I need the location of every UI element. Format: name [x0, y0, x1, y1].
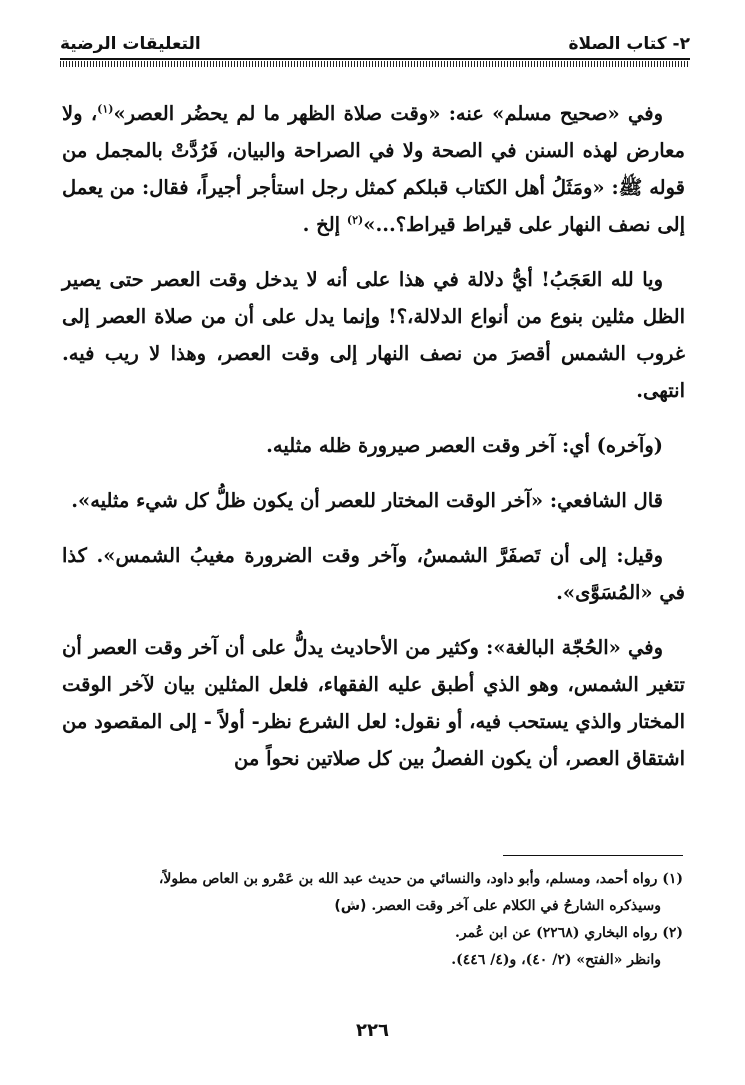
main-text — [62, 95, 685, 795]
paragraph: وقيل: إلى أن تَصفَرَّ الشمسُ، وآخر وقت الضرورة مغيبُ الشمس». كذا في «المُسَوَّى». — [62, 544, 685, 604]
paragraph: قال الشافعي: «آخر الوقت المختار للعصر أن يكون ظلُّ كل شيء مثليه». — [71, 489, 663, 512]
running-header — [60, 28, 690, 54]
footnote-ref[interactable]: (٢) — [346, 213, 364, 227]
paragraph: (وآخره) أي: آخر وقت العصر صيرورة ظله مثليه. — [266, 434, 663, 457]
commentator-mark: (ش) — [334, 898, 367, 914]
paragraph: وفي «صحيح مسلم» عنه: «وقت صلاة الظهر ما لم يحضُر العصر»$^{(١)}$، ولا معارض لهذه السنن في الصحة ولا في الصراحة والبيان، فَرُدَّتْ بالمجمل من قوله ﷺ: «ومَثَلُ أهل الكتاب قبلكم كمثل رجل استأجر أجيراً، فقال: من يعمل إلى نصف النهار على قيراط قيراط؟...»$^{(٢)}$ إلخ . — [62, 102, 685, 236]
footnote-2-continuation: وانظر «الفتح» (٢/ ٤٠)، و(٤/ ٤٤٦). — [451, 952, 661, 968]
chapter-title: ٢- كتاب الصلاة — [568, 34, 690, 54]
footnote-1: (١) رواه أحمد، ومسلم، وأبو داود، والنسائي من حديث عبد الله بن عَمْرو بن العاص مطولاً، — [158, 871, 683, 887]
footnote-separator — [503, 855, 683, 856]
footnotes — [62, 866, 683, 974]
paragraph: وفي «الحُجّة البالغة»: وكثير من الأحاديث يدلُّ على أن آخر وقت العصر أن تتغير الشمس، وهو الذي أطبق عليه الفقهاء، فلعل المثلين بيان لآخر الوقت المختار والذي يستحب فيه، أو نقول: لعل الشرع نظر- أولاً - إلى المقصود من اشتقاق العصر، أن يكون الفصلُ بين كل صلاتين نحواً من — [62, 636, 685, 770]
paragraph: ويا لله العَجَبُ! أيُّ دلالة في هذا على أنه لا يدخل وقت العصر حتى يصير الظل مثلين بنوع من أنواع الدلالة،؟! وإنما يدل على أن من صلاة العصر إلى غروب الشمس أقصرَ من نصف النهار إلى وقت العصر، وهذا لا ريب فيه. انتهى. — [62, 268, 685, 402]
footnote-1-continuation: وسيذكره الشارحُ في الكلام على آخر وقت العصر. (ش) — [334, 898, 661, 914]
footnote-ref[interactable]: (١) — [97, 102, 114, 116]
page-number: ٢٢٦ — [356, 1020, 389, 1041]
book-title: التعليقات الرضية — [60, 34, 201, 54]
header-hatch-rule — [60, 61, 690, 67]
header-rule — [60, 58, 690, 60]
footnote-2: (٢) رواه البخاري (٢٢٦٨) عن ابن عُمر. — [454, 925, 683, 941]
